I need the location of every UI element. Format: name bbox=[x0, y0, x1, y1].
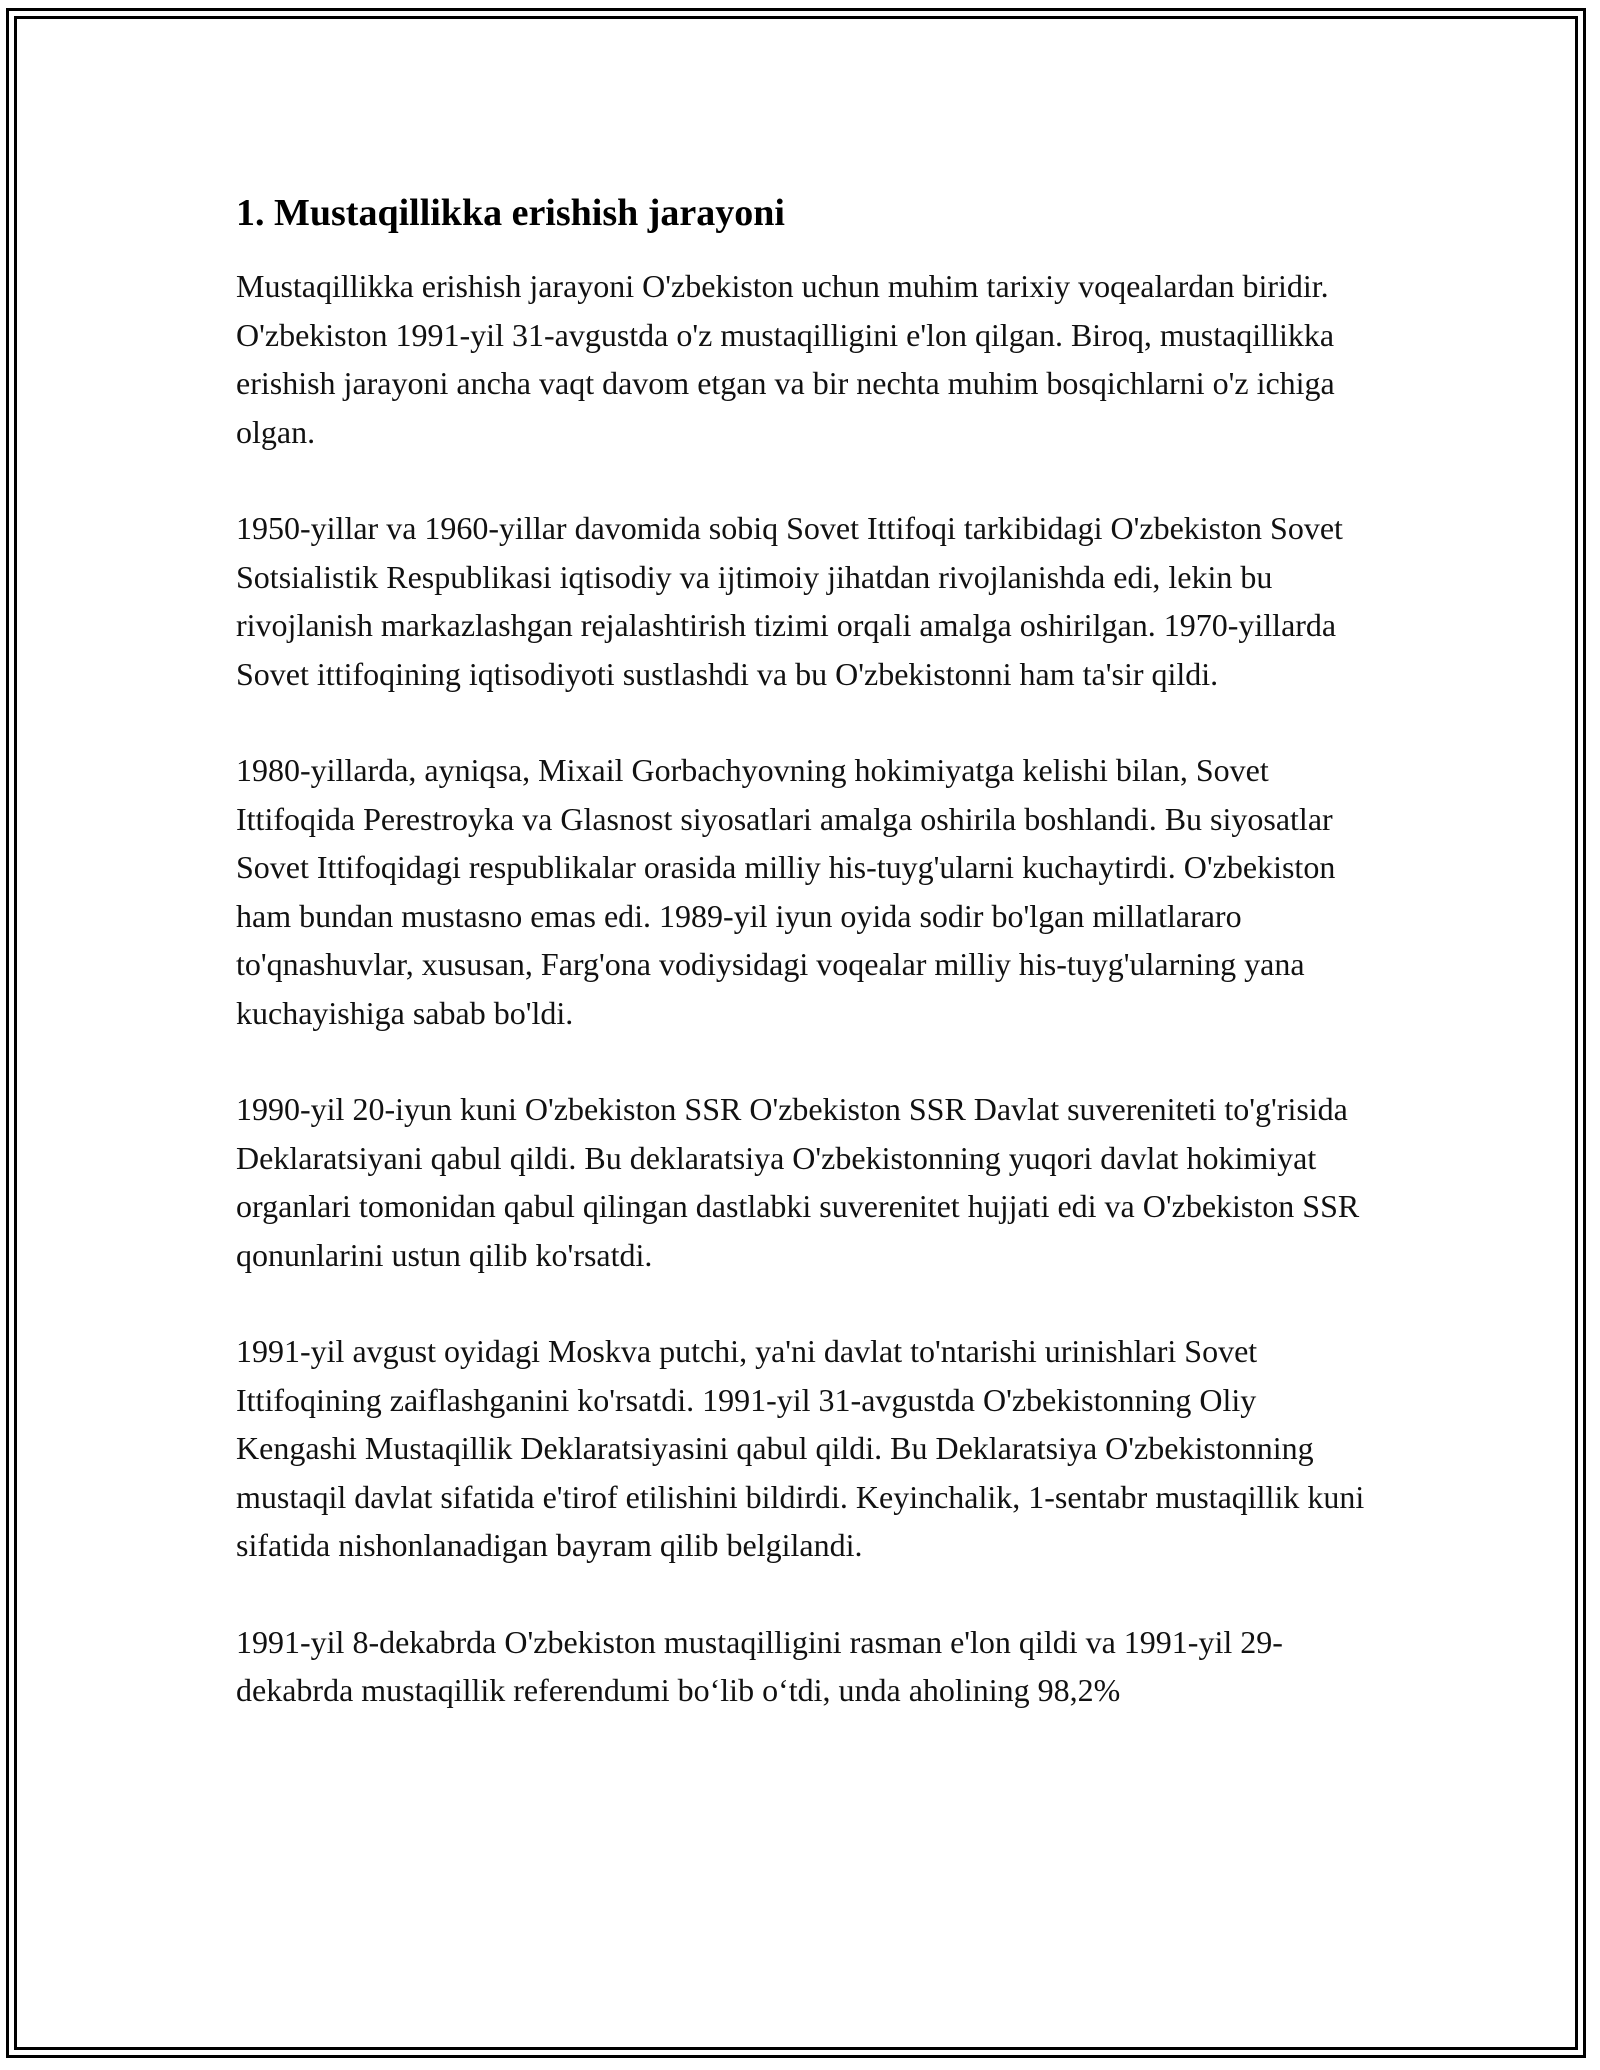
paragraph-1990-sovereignty: 1990-yil 20-iyun kuni O'zbekiston SSR O'zbekiston SSR Davlat suvereniteti to'g'risida Deklaratsiyani qabul qildi. Bu deklaratsiya O'zbekistonning yuqori davlat hokimiyat organlari tomonidan qabul qilingan dastlabki suverenitet hujjati edi va O'zbekiston SSR qonunlarini ustun qilib ko'rsatdi. bbox=[236, 1091, 1360, 1273]
paragraph-1991-december: 1991-yil 8-dekabrda O'zbekiston mustaqilligini rasman e'lon qildi va 1991-yil 29-dekabrda mustaqillik referendumi bo‘lib o‘tdi, unda aholining 98,2% bbox=[236, 1623, 1283, 1708]
paragraph-intro: Mustaqillikka erishish jarayoni O'zbekiston uchun muhim tarixiy voqealardan biridir. O'zbekiston 1991-yil 31-avgustda o'z mustaqilligini e'lon qilgan. Biroq, mustaqillikka erishish jarayoni ancha vaqt davom etgan va bir nechta muhim bosqichlarni o'z ichiga olgan. bbox=[236, 268, 1335, 450]
paragraph-1950s-1970s: 1950-yillar va 1960-yillar davomida sobiq Sovet Ittifoqi tarkibidagi O'zbekiston Sovet Sotsialistik Respublikasi iqtisodiy va ijtimoiy jihatdan rivojlanishda edi, lekin bu rivojlanish markazlashgan rejalashtirish tizimi orqali amalga oshirilgan. 1970-yillarda Sovet ittifoqining iqtisodiyoti sustlashdi va bu O'zbekistonni ham ta'sir qildi. bbox=[236, 510, 1343, 692]
section-heading: 1. Mustaqillikka erishish jarayoni bbox=[236, 192, 785, 234]
paragraph-1991-august: 1991-yil avgust oyidagi Moskva putchi, ya'ni davlat to'ntarishi urinishlari Sovet Ittifoqining zaiflashganini ko'rsatdi. 1991-yil 31-avgustda O'zbekistonning Oliy Kengashi Mustaqillik Deklaratsiyasini qabul qildi. Bu Deklaratsiya O'zbekistonning mustaqil davlat sifatida e'tirof etilishini bildirdi. Keyinchalik, 1-sentabr mustaqillik kuni sifatida nishonlanadigan bayram qilib belgilandi. bbox=[236, 1333, 1365, 1563]
document-body bbox=[236, 186, 1366, 1763]
paragraph-1980s: 1980-yillarda, ayniqsa, Mixail Gorbachyovning hokimiyatga kelishi bilan, Sovet Ittifoqida Perestroyka va Glasnost siyosatlari amalga oshirila boshlandi. Bu siyosatlar Sovet Ittifoqidagi respublikalar orasida milliy his-tuyg'ularni kuchaytirdi. O'zbekiston ham bundan mustasno emas edi. 1989-yil iyun oyida sodir bo'lgan millatlararo to'qnashuvlar, xususan, Farg'ona vodiysidagi voqealar milliy his-tuyg'ularning yana kuchayishiga sabab bo'ldi. bbox=[236, 752, 1336, 1031]
